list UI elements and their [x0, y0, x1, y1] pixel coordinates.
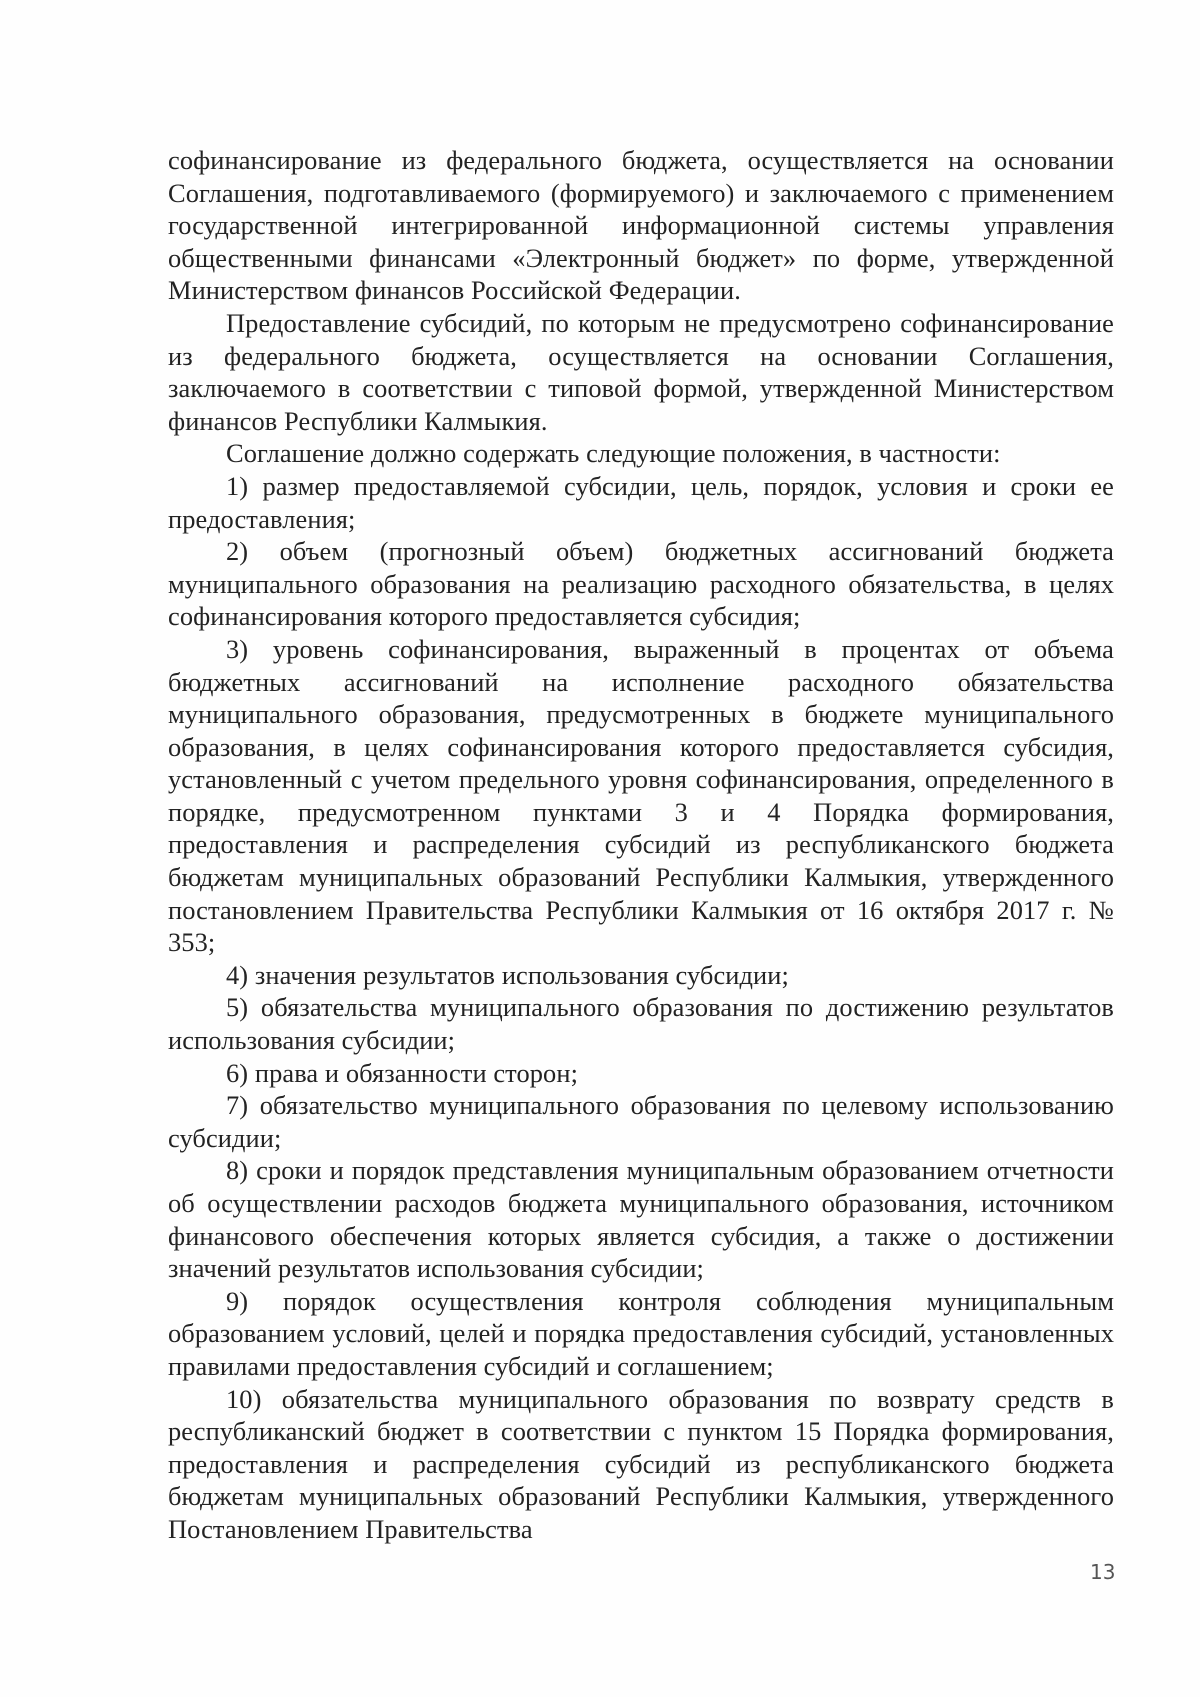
page-number: 13: [1090, 1560, 1116, 1584]
list-item-1: 1) размер предоставляемой субсидии, цель, порядок, условия и сроки ее предоставления;: [168, 470, 1114, 534]
list-item-4: 4) значения результатов использования субсидии;: [226, 959, 789, 990]
paragraph-agreement-provisions: Соглашение должно содержать следующие положения, в частности:: [226, 438, 1001, 469]
paragraph-subsidies-without-cofinancing: Предоставление субсидий, по которым не предусмотрено софинансирование из федерального бюджета, осуществляется на основании Соглашения, заключаемого в соответствии с типовой формой, утвержденной Министерством финансов Республики Калмыкия.: [168, 307, 1114, 436]
paragraph-continuation: софинансирование из федерального бюджета, осуществляется на основании Соглашения, подготавливаемого (формируемого) и заключаемого с применением государственной интегрированной информационной системы управления общественными финансами «Электронный бюджет» по форме, утвержденной Министерством финансов Российской Федерации.: [168, 145, 1114, 306]
list-item-3: 3) уровень софинансирования, выраженный в процентах от объема бюджетных ассигнований на исполнение расходного обязательства муниципального образования, предусмотренных в бюджете муниципального образования, в целях софинансирования которого предоставляется субсидия, установленный с учетом предельного уровня софинансирования, определенного в порядке, предусмотренном пунктами 3 и 4 Порядка формирования, предоставления и распределения субсидий из республиканского бюджета бюджетам муниципальных образований Республики Калмыкия, утвержденного постановлением Правительства Республики Калмыкия от 16 октября 2017 г. № 353;: [168, 633, 1114, 958]
list-item-6: 6) права и обязанности сторон;: [226, 1057, 579, 1088]
list-item-10: 10) обязательства муниципального образования по возврату средств в республиканский бюджет в соответствии с пунктом 15 Порядка формирования, предоставления и распределения субсидий из республиканского бюджета бюджетам муниципальных образований Республики Калмыкия, утвержденного Постановлением Правительства: [168, 1383, 1114, 1544]
list-item-7: 7) обязательство муниципального образования по целевому использованию субсидии;: [168, 1090, 1114, 1153]
list-item-5: 5) обязательства муниципального образования по достижению результатов использования субсидии;: [168, 992, 1114, 1056]
list-item-2: 2) объем (прогнозный объем) бюджетных ассигнований бюджета муниципального образования на реализацию расходного обязательства, в целях софинансирования которого предоставляется субсидия;: [168, 536, 1114, 632]
document-body: [168, 144, 1114, 1546]
list-item-9: 9) порядок осуществления контроля соблюдения муниципальным образованием условий, целей и порядка предоставления субсидий, установленных правилами предоставления субсидий и соглашением;: [168, 1285, 1114, 1381]
list-item-8: 8) сроки и порядок представления муниципальным образованием отчетности об осуществлении расходов бюджета муниципального образования, источником финансового обеспечения которых является субсидия, а также о достижении значений результатов использования субсидии;: [168, 1155, 1114, 1284]
